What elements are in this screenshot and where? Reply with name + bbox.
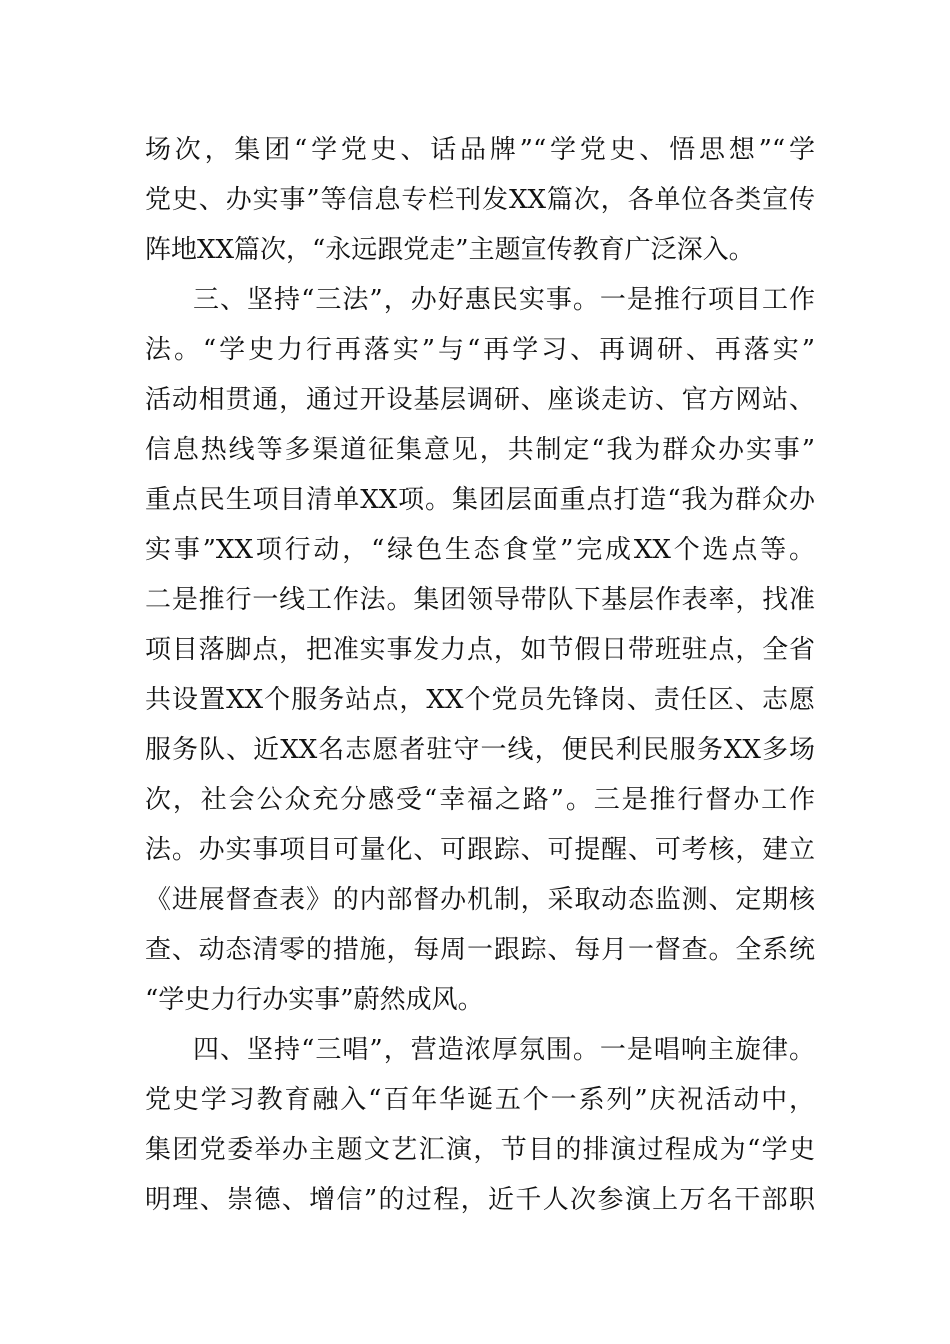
- text-line: 场次，集团“学党史、话品牌”“学党史、悟思想”“学: [145, 135, 815, 165]
- text-line: 服务队、近XX名志愿者驻守一线，便民利民服务XX多场: [145, 735, 815, 765]
- text-line: 集团党委举办主题文艺汇演，节目的排演过程成为“学史: [145, 1135, 815, 1165]
- text-line: 活动相贯通，通过开设基层调研、座谈走访、官方网站、: [145, 385, 815, 415]
- text-line: 信息热线等多渠道征集意见，共制定“我为群众办实事”: [145, 435, 815, 465]
- text-line: 党史、办实事”等信息专栏刊发XX篇次，各单位各类宣传: [145, 185, 815, 215]
- text-line: 党史学习教育融入“百年华诞五个一系列”庆祝活动中，: [145, 1085, 815, 1115]
- text-line: 项目落脚点，把准实事发力点，如节假日带班驻点，全省: [145, 635, 815, 665]
- text-line: 三、坚持“三法”，办好惠民实事。一是推行项目工作: [193, 285, 815, 315]
- text-line: 法。办实事项目可量化、可跟踪、可提醒、可考核，建立: [145, 835, 815, 865]
- text-line: 法。“学史力行再落实”与“再学习、再调研、再落实”: [145, 335, 815, 365]
- text-line: 阵地XX篇次，“永远跟党走”主题宣传教育广泛深入。: [145, 235, 755, 265]
- text-line: 明理、崇德、增信”的过程，近千人次参演上万名干部职: [145, 1185, 815, 1215]
- text-line: 共设置XX个服务站点，XX个党员先锋岗、责任区、志愿: [145, 685, 815, 715]
- text-line: 次，社会公众充分感受“幸福之路”。三是推行督办工作: [145, 785, 815, 815]
- text-line: 《进展督查表》的内部督办机制，采取动态监测、定期核: [145, 885, 815, 915]
- body-text: [145, 125, 815, 1225]
- text-line: 二是推行一线工作法。集团领导带队下基层作表率，找准: [145, 585, 815, 615]
- text-line: 四、坚持“三唱”，营造浓厚氛围。一是唱响主旋律。: [193, 1035, 815, 1065]
- text-line: 实事”XX项行动，“绿色生态食堂”完成XX个选点等。: [145, 535, 815, 565]
- text-line: 查、动态清零的措施，每周一跟踪、每月一督查。全系统: [145, 935, 815, 965]
- text-line: “学史力行办实事”蔚然成风。: [145, 985, 484, 1015]
- text-line: 重点民生项目清单XX项。集团层面重点打造“我为群众办: [145, 485, 815, 515]
